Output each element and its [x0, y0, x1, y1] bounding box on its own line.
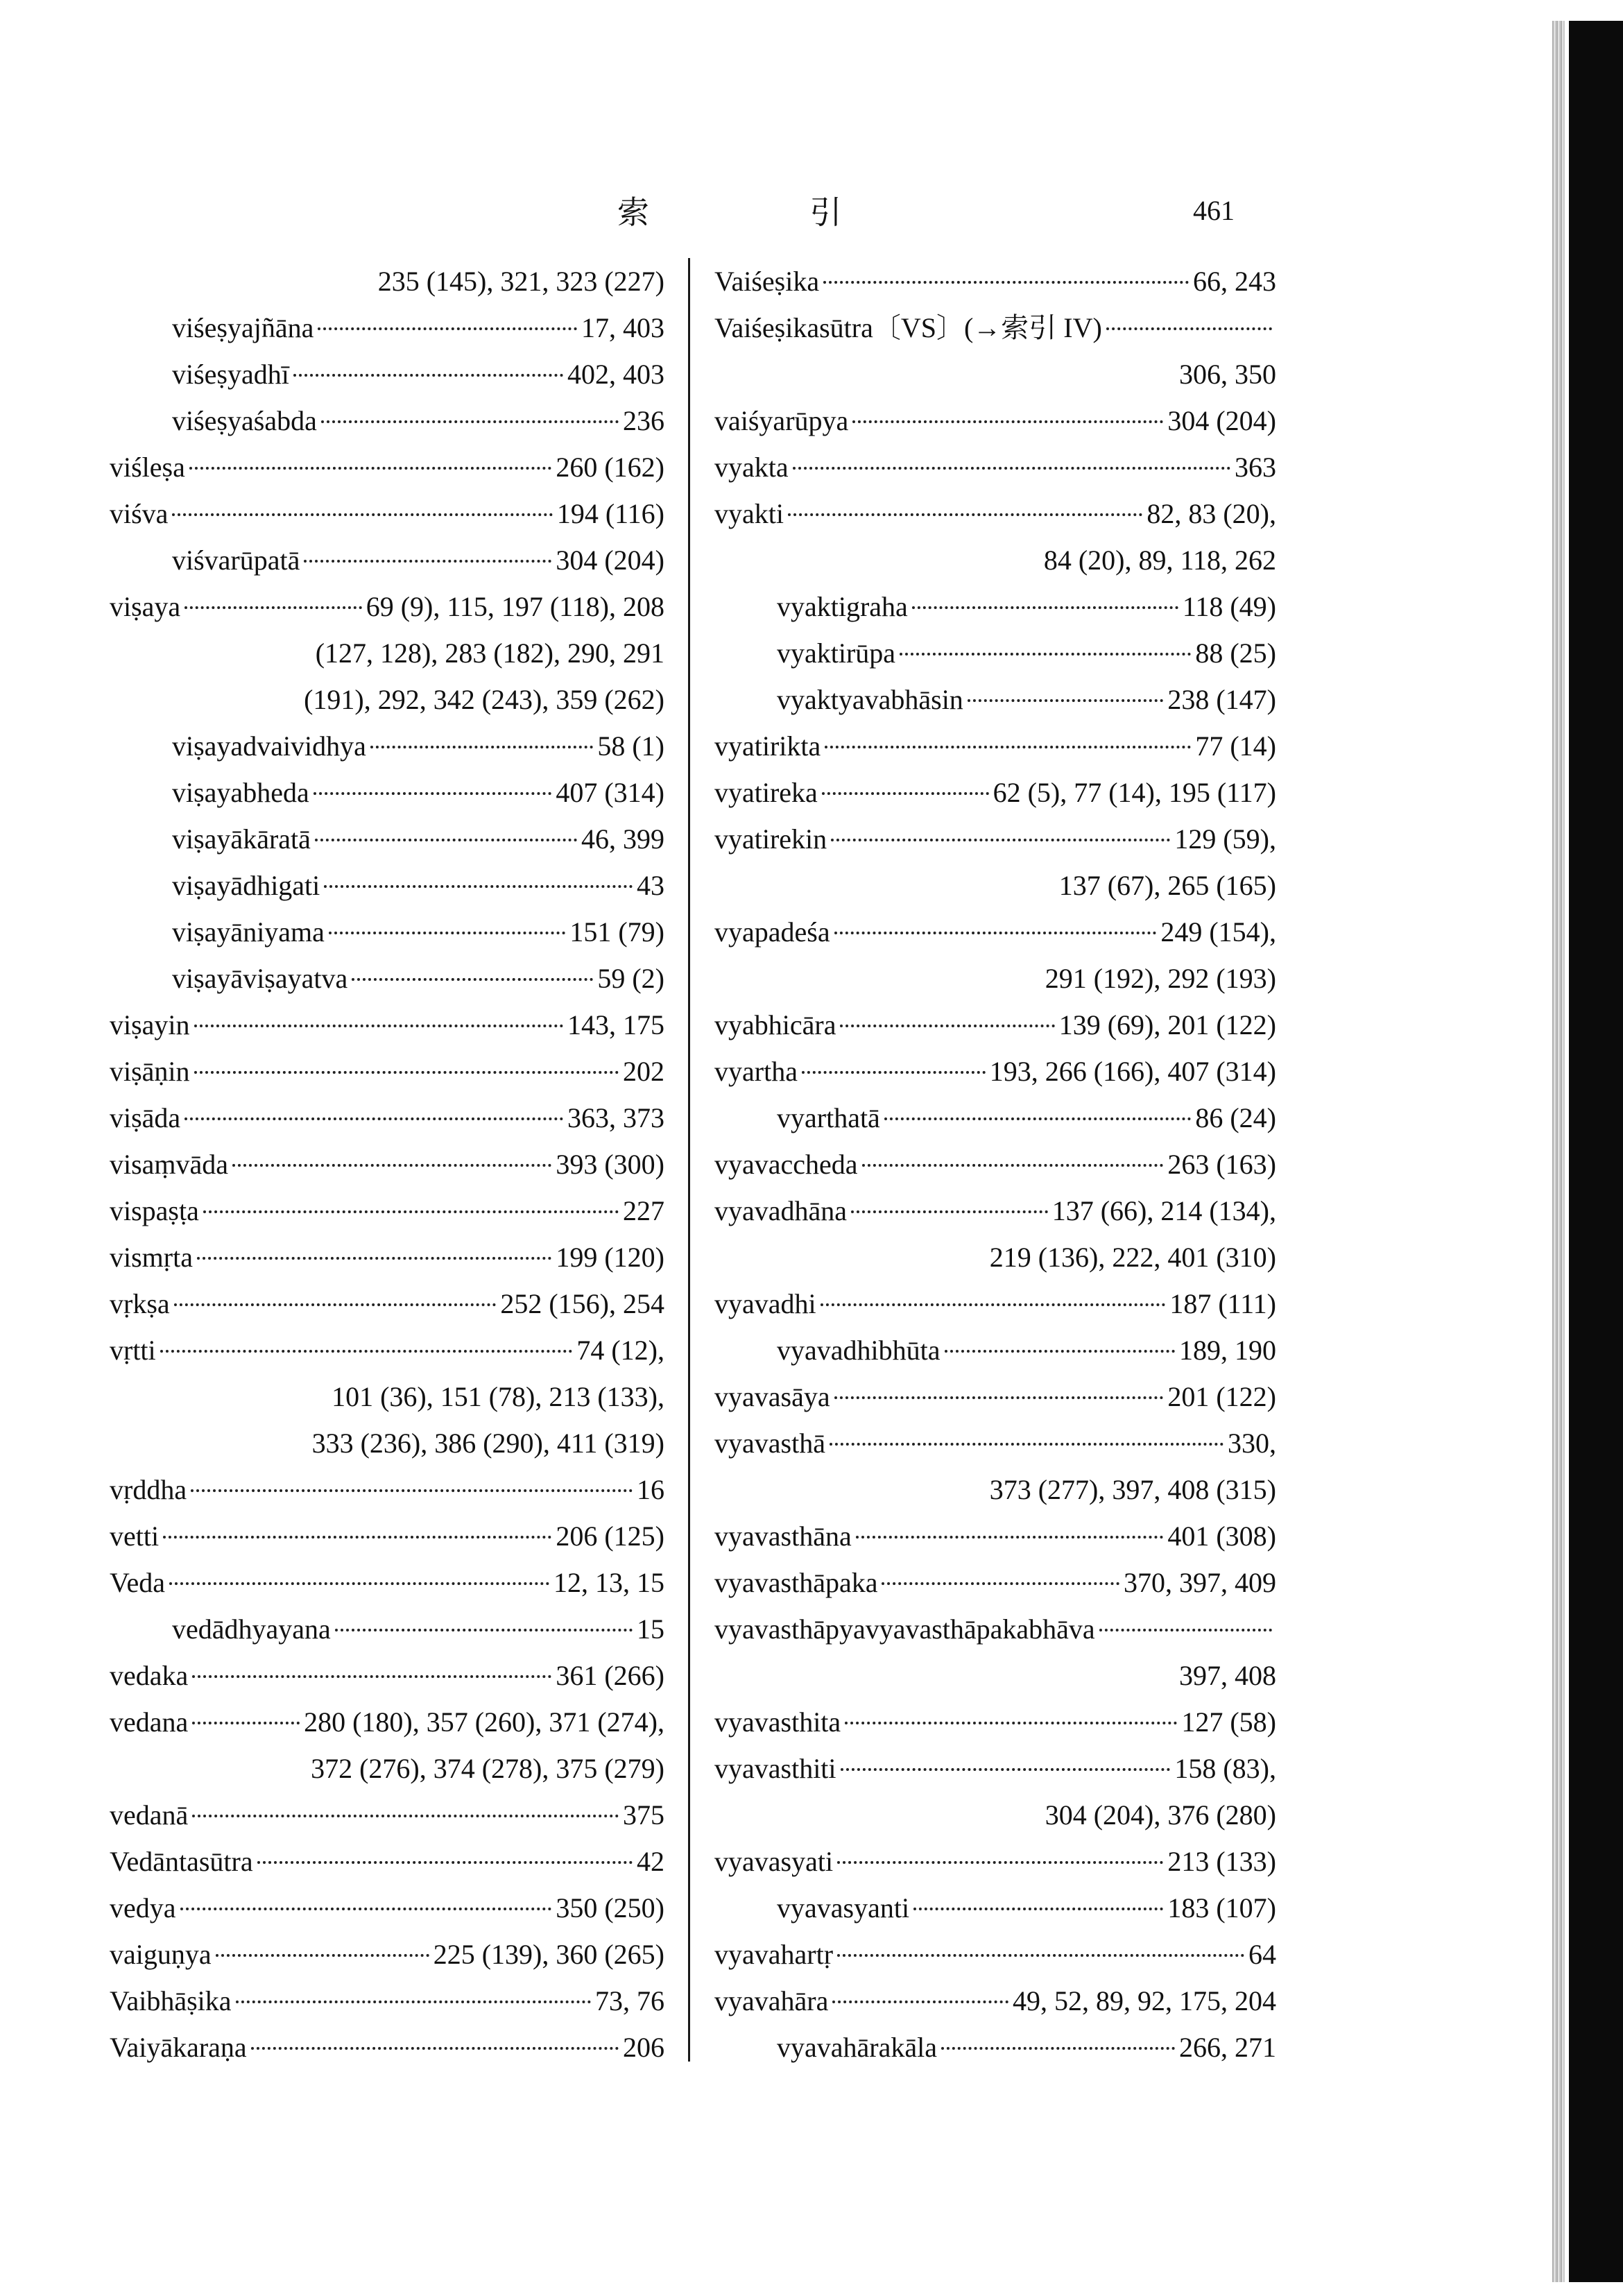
- index-page-refs: 42: [637, 1846, 664, 1877]
- dot-leader: [837, 1954, 1244, 1957]
- index-entry-continuation: [714, 1234, 1276, 1280]
- index-term: vyavasāya: [714, 1381, 830, 1412]
- index-page-refs: 372 (276), 374 (278), 375 (279): [311, 1753, 664, 1784]
- index-page-refs: 225 (139), 360 (265): [433, 1939, 664, 1970]
- dot-leader: [913, 1908, 1163, 1910]
- index-page-refs: 266, 271: [1179, 2032, 1276, 2063]
- index-entry: [714, 490, 1276, 537]
- index-term: vyatireka: [714, 777, 818, 808]
- index-term: vyavadhāna: [714, 1195, 848, 1226]
- index-term: vetti: [110, 1520, 160, 1552]
- index-entry: [110, 1652, 664, 1699]
- index-subentry: [714, 2024, 1276, 2071]
- index-term: vismṛta: [110, 1242, 193, 1273]
- index-term: vyaktigraha: [777, 591, 908, 622]
- index-term: vedana: [110, 1706, 189, 1738]
- index-page-refs: 66, 243: [1193, 266, 1276, 297]
- index-page-refs: 236: [623, 405, 664, 436]
- index-term: viṣayabheda: [172, 777, 309, 808]
- page-number: 461: [1193, 195, 1235, 226]
- index-page-refs: 206: [623, 2032, 664, 2063]
- index-page-refs: 69 (9), 115, 197 (118), 208: [366, 591, 664, 622]
- index-term: viśeṣyadhī: [172, 359, 289, 390]
- dot-leader: [318, 327, 577, 330]
- index-subentry: [110, 537, 664, 583]
- index-entry: [110, 1280, 664, 1327]
- index-page-refs: 137 (66), 214 (134),: [1051, 1195, 1276, 1226]
- dot-leader: [862, 1164, 1164, 1167]
- index-page-refs: 363: [1235, 452, 1276, 483]
- index-term: viśvarūpatā: [172, 545, 300, 576]
- index-page-refs: 77 (14): [1195, 730, 1276, 762]
- index-term: viṣayin: [110, 1009, 190, 1040]
- dot-leader: [831, 839, 1170, 841]
- index-term: viśva: [110, 498, 169, 529]
- index-page-refs: 139 (69), 201 (122): [1058, 1009, 1276, 1040]
- index-page-refs: 88 (25): [1195, 637, 1276, 669]
- index-entry: [714, 1280, 1276, 1327]
- index-subentry: [110, 909, 664, 955]
- index-entry-continuation: [714, 1792, 1276, 1838]
- index-entry-continuation: [110, 1745, 664, 1792]
- dot-leader: [236, 2001, 591, 2003]
- index-page-refs: 189, 190: [1179, 1335, 1276, 1366]
- index-term: vyavahārakāla: [777, 2032, 937, 2063]
- dot-leader: [821, 1303, 1166, 1306]
- index-page-refs: 370, 397, 409: [1124, 1567, 1276, 1598]
- index-page-refs: 127 (58): [1181, 1706, 1276, 1738]
- index-page-refs: 260 (162): [556, 452, 664, 483]
- dot-leader: [823, 281, 1189, 284]
- index-term: vispaṣṭa: [110, 1195, 199, 1226]
- dot-leader: [1106, 327, 1272, 330]
- dot-leader: [169, 1582, 549, 1585]
- index-entry: [110, 2024, 664, 2071]
- index-term: vyavahāra: [714, 1985, 829, 2016]
- scan-edge-bar: [1569, 21, 1623, 2282]
- index-entry: [714, 769, 1276, 816]
- index-page-refs: 227: [623, 1195, 664, 1226]
- dot-leader: [189, 467, 551, 470]
- index-page-refs: 393 (300): [556, 1149, 664, 1180]
- page-title: 索 引: [617, 195, 918, 230]
- index-entry: [714, 1373, 1276, 1420]
- index-entry-continuation: [714, 862, 1276, 909]
- dot-leader: [945, 1350, 1176, 1353]
- dot-leader: [856, 1536, 1164, 1539]
- index-term: vyavadhi: [714, 1288, 816, 1319]
- index-term: vaiśyarūpya: [714, 405, 849, 436]
- index-entry-continuation: [714, 955, 1276, 1002]
- dot-leader: [314, 792, 552, 795]
- index-entry-continuation: [714, 351, 1276, 397]
- dot-leader: [257, 1861, 633, 1864]
- index-entry-continuation: [714, 1466, 1276, 1513]
- index-page-refs: 375: [623, 1799, 664, 1831]
- index-page-refs: 291 (192), 292 (193): [1045, 963, 1276, 994]
- index-page-refs: 202: [623, 1056, 664, 1087]
- index-page-refs: 151 (79): [569, 916, 664, 948]
- index-term: vṛddha: [110, 1474, 187, 1505]
- index-entry: [714, 1559, 1276, 1606]
- dot-leader: [968, 699, 1164, 702]
- dot-leader: [232, 1164, 551, 1167]
- index-subentry: [110, 723, 664, 769]
- index-term: viśleṣa: [110, 452, 185, 483]
- index-subentry: [714, 583, 1276, 630]
- index-entry: [110, 1002, 664, 1048]
- dot-leader: [834, 932, 1157, 934]
- index-term: vyatirikta: [714, 730, 821, 762]
- index-entry-continuation: [110, 630, 664, 676]
- index-entry: [714, 723, 1276, 769]
- index-term: vyavasthiti: [714, 1753, 836, 1784]
- index-page-refs: 304 (204), 376 (280): [1045, 1799, 1276, 1831]
- index-entry: [110, 1559, 664, 1606]
- index-entry: [714, 1978, 1276, 2024]
- dot-leader: [315, 839, 577, 841]
- index-term: viṣaya: [110, 591, 181, 622]
- index-page-refs: 350 (250): [556, 1892, 664, 1924]
- index-term: vyapadeśa: [714, 916, 830, 948]
- dot-leader: [304, 560, 551, 563]
- index-page-refs: 86 (24): [1195, 1102, 1276, 1133]
- index-page-refs: 84 (20), 89, 118, 262: [1043, 545, 1276, 576]
- index-page-refs: 12, 13, 15: [553, 1567, 664, 1598]
- index-term: vṛtti: [110, 1335, 156, 1366]
- index-term: vedya: [110, 1892, 176, 1924]
- index-subentry: [714, 676, 1276, 723]
- index-entry: [714, 1513, 1276, 1559]
- index-term: vyavasthāna: [714, 1520, 852, 1552]
- index-entry: [110, 1838, 664, 1885]
- index-page-refs: 194 (116): [556, 498, 664, 529]
- dot-leader: [852, 420, 1163, 423]
- index-subentry: [714, 1327, 1276, 1373]
- index-entry: [110, 1327, 664, 1373]
- index-term: vyatirekin: [714, 823, 827, 855]
- dot-leader: [197, 1257, 551, 1260]
- dot-leader: [184, 606, 362, 609]
- index-term: vṛkṣa: [110, 1288, 170, 1319]
- dot-leader: [841, 1768, 1171, 1771]
- index-subentry: [110, 351, 664, 397]
- index-subentry: [110, 816, 664, 862]
- index-page-refs: 17, 403: [581, 312, 664, 343]
- index-page-refs: 82, 83 (20),: [1147, 498, 1276, 529]
- dot-leader: [191, 1489, 633, 1492]
- index-entry-continuation: [110, 258, 664, 305]
- dot-leader: [194, 1025, 563, 1027]
- index-page-refs: 397, 408: [1179, 1660, 1276, 1691]
- index-page-refs: 199 (120): [556, 1242, 664, 1273]
- index-entry-continuation: [110, 1420, 664, 1466]
- index-page-refs: 402, 403: [567, 359, 664, 390]
- index-entry: [110, 1234, 664, 1280]
- index-entry-continuation: [714, 1652, 1276, 1699]
- index-term: vyavasthita: [714, 1706, 841, 1738]
- index-term: vyavasthāpyavyavasthāpakabhāva: [714, 1613, 1095, 1645]
- index-entry: [714, 444, 1276, 490]
- index-term: visaṃvāda: [110, 1149, 229, 1180]
- dot-leader: [832, 2001, 1008, 2003]
- index-page-refs: 49, 52, 89, 92, 175, 204: [1013, 1985, 1276, 2016]
- index-subentry: [714, 1095, 1276, 1141]
- index-page-refs: 361 (266): [556, 1660, 664, 1691]
- index-entry: [110, 1095, 664, 1141]
- dot-leader: [329, 932, 565, 934]
- index-entry: [110, 1188, 664, 1234]
- index-page-refs: 137 (67), 265 (165): [1058, 870, 1276, 901]
- index-subentry: [110, 1606, 664, 1652]
- index-entry: [714, 1188, 1276, 1234]
- index-page-refs: 306, 350: [1179, 359, 1276, 390]
- index-subentry: [110, 769, 664, 816]
- index-term: vyabhicāra: [714, 1009, 836, 1040]
- index-page-refs: 183 (107): [1167, 1892, 1276, 1924]
- dot-leader: [251, 2047, 619, 2050]
- index-page-refs: 129 (59),: [1174, 823, 1276, 855]
- column-divider: [688, 258, 690, 2062]
- index-page-refs: 401 (308): [1167, 1520, 1276, 1552]
- index-entry: [110, 1885, 664, 1931]
- index-page-refs: 238 (147): [1167, 684, 1276, 715]
- dot-leader: [194, 1071, 619, 1074]
- index-entry: [714, 1699, 1276, 1745]
- dot-leader: [793, 467, 1230, 470]
- dot-leader: [840, 1025, 1054, 1027]
- index-page-refs: 193, 266 (166), 407 (314): [989, 1056, 1276, 1087]
- dot-leader: [216, 1954, 429, 1957]
- index-entry: [714, 1931, 1276, 1978]
- dot-leader: [163, 1536, 551, 1539]
- dot-leader: [184, 1117, 563, 1120]
- index-subentry: [714, 1885, 1276, 1931]
- dot-leader: [160, 1350, 573, 1353]
- index-page-refs: 187 (111): [1169, 1288, 1276, 1319]
- index-term: Veda: [110, 1567, 165, 1598]
- index-term: vaiguṇya: [110, 1939, 212, 1970]
- index-term: vyaktirūpa: [777, 637, 896, 669]
- index-entry-continuation: [110, 676, 664, 723]
- index-term: viṣāda: [110, 1102, 181, 1133]
- index-term: vyavaccheda: [714, 1149, 858, 1180]
- index-entry: [714, 1002, 1276, 1048]
- dot-leader: [941, 2047, 1175, 2050]
- index-term: viṣayāniyama: [172, 916, 325, 948]
- index-subentry: [110, 397, 664, 444]
- dot-leader: [788, 513, 1142, 516]
- index-subentry: [714, 630, 1276, 676]
- index-entry: [714, 816, 1276, 862]
- index-term: Vedāntasūtra: [110, 1846, 253, 1877]
- index-page-refs: 62 (5), 77 (14), 195 (117): [993, 777, 1276, 808]
- index-page-refs: 407 (314): [556, 777, 664, 808]
- dot-leader: [830, 1443, 1223, 1446]
- index-term: vyavasthā: [714, 1428, 825, 1459]
- dot-leader: [321, 420, 619, 423]
- index-page-refs: 206 (125): [556, 1520, 664, 1552]
- dot-leader: [180, 1908, 552, 1910]
- index-subentry: [110, 862, 664, 909]
- index-page-refs: 330,: [1228, 1428, 1276, 1459]
- dot-leader: [172, 513, 552, 516]
- index-page-refs: 46, 399: [581, 823, 664, 855]
- scan-edge-shadow: [1552, 21, 1565, 2282]
- index-term: vedaka: [110, 1660, 189, 1691]
- index-page-refs: 158 (83),: [1174, 1753, 1276, 1784]
- dot-leader: [845, 1722, 1177, 1724]
- index-term: vyaktyavabhāsin: [777, 684, 963, 715]
- index-term: viṣayadvaividhya: [172, 730, 366, 762]
- index-term: Vaiśeṣika: [714, 266, 820, 297]
- index-page-refs: 58 (1): [597, 730, 664, 762]
- index-page-refs: 118 (49): [1182, 591, 1276, 622]
- dot-leader: [324, 885, 633, 888]
- index-page-refs: 143, 175: [567, 1009, 664, 1040]
- index-subentry: [110, 305, 664, 351]
- index-page-refs: 73, 76: [595, 1985, 664, 2016]
- index-entry: [714, 1606, 1276, 1652]
- index-page-refs: 64: [1248, 1939, 1276, 1970]
- index-entry: [714, 909, 1276, 955]
- index-entry: [714, 1745, 1276, 1792]
- index-page-refs: 15: [637, 1613, 664, 1645]
- dot-leader: [825, 746, 1191, 748]
- index-entry: [110, 1141, 664, 1188]
- index-term: viśeṣyajñāna: [172, 312, 314, 343]
- index-entry: [714, 1048, 1276, 1095]
- index-term: Vaiyākaraṇa: [110, 2032, 247, 2063]
- index-entry: [110, 1792, 664, 1838]
- index-page-refs: 201 (122): [1167, 1381, 1276, 1412]
- index-entry: [110, 1466, 664, 1513]
- dot-leader: [192, 1815, 619, 1817]
- index-term: vyavahartṛ: [714, 1939, 834, 1970]
- dot-leader: [822, 792, 989, 795]
- index-column-right: [714, 258, 1276, 2071]
- index-entry: [110, 1048, 664, 1095]
- dot-leader: [203, 1210, 619, 1213]
- index-page-refs: 373 (277), 397, 408 (315): [989, 1474, 1276, 1505]
- index-page-refs: 16: [637, 1474, 664, 1505]
- dot-leader: [1099, 1629, 1272, 1631]
- index-term: vyavadhibhūta: [777, 1335, 941, 1366]
- index-entry-continuation: [714, 537, 1276, 583]
- index-term: Vaiśeṣikasūtra〔VS〕(→索引 IV): [714, 312, 1102, 343]
- dot-leader: [834, 1396, 1164, 1399]
- index-page-refs: 101 (36), 151 (78), 213 (133),: [332, 1381, 664, 1412]
- index-page-refs: 59 (2): [597, 963, 664, 994]
- index-page-refs: 43: [637, 870, 664, 901]
- index-entry: [714, 1838, 1276, 1885]
- index-entry: [110, 1513, 664, 1559]
- index-entry: [110, 583, 664, 630]
- index-page-refs: 74 (12),: [576, 1335, 664, 1366]
- index-term: vyakta: [714, 452, 789, 483]
- index-term: viśeṣyaśabda: [172, 405, 317, 436]
- index-entry: [110, 1978, 664, 2024]
- index-entry: [110, 444, 664, 490]
- dot-leader: [882, 1582, 1119, 1585]
- index-page-refs: 235 (145), 321, 323 (227): [377, 266, 664, 297]
- index-term: vyarthatā: [777, 1102, 880, 1133]
- index-column-left: [110, 258, 664, 2071]
- dot-leader: [335, 1629, 633, 1631]
- dot-leader: [293, 374, 563, 377]
- dot-leader: [912, 606, 1178, 609]
- index-term: vyavasthāpaka: [714, 1567, 878, 1598]
- dot-leader: [884, 1117, 1192, 1120]
- index-term: viṣayādhigati: [172, 870, 320, 901]
- index-subentry: [110, 955, 664, 1002]
- index-page-refs: 263 (163): [1167, 1149, 1276, 1180]
- index-page-refs: 249 (154),: [1160, 916, 1276, 948]
- index-page-refs: 304 (204): [1167, 405, 1276, 436]
- dot-leader: [370, 746, 593, 748]
- index-page-refs: (191), 292, 342 (243), 359 (262): [304, 684, 664, 715]
- index-page-refs: 333 (236), 386 (290), 411 (319): [311, 1428, 664, 1459]
- index-entry: [110, 490, 664, 537]
- index-page-refs: 219 (136), 222, 401 (310): [989, 1242, 1276, 1273]
- index-entry: [714, 397, 1276, 444]
- index-term: viṣayāviṣayatva: [172, 963, 348, 994]
- dot-leader: [352, 978, 593, 981]
- index-term: Vaibhāṣika: [110, 1985, 232, 2016]
- index-page-refs: (127, 128), 283 (182), 290, 291: [315, 637, 664, 669]
- index-page-refs: 252 (156), 254: [500, 1288, 664, 1319]
- dot-leader: [192, 1722, 300, 1724]
- dot-leader: [837, 1861, 1163, 1864]
- index-page-refs: 280 (180), 357 (260), 371 (274),: [304, 1706, 664, 1738]
- index-entry: [714, 305, 1276, 351]
- dot-leader: [851, 1210, 1048, 1213]
- dot-leader: [802, 1071, 986, 1074]
- index-term: vedanā: [110, 1799, 189, 1831]
- index-entry: [714, 1420, 1276, 1466]
- index-entry: [714, 1141, 1276, 1188]
- index-entry: [714, 258, 1276, 305]
- index-entry: [110, 1931, 664, 1978]
- index-entry-continuation: [110, 1373, 664, 1420]
- dot-leader: [174, 1303, 497, 1306]
- index-term: vyavasyati: [714, 1846, 834, 1877]
- index-page-refs: 213 (133): [1167, 1846, 1276, 1877]
- index-term: vyakti: [714, 498, 784, 529]
- index-page-refs: 363, 373: [567, 1102, 664, 1133]
- dot-leader: [192, 1675, 551, 1678]
- index-term: vyartha: [714, 1056, 798, 1087]
- index-entry: [110, 1699, 664, 1745]
- index-page-refs: 304 (204): [556, 545, 664, 576]
- index-term: viṣāṇin: [110, 1056, 190, 1087]
- dot-leader: [900, 653, 1191, 656]
- index-term: viṣayākāratā: [172, 823, 311, 855]
- index-term: vyavasyanti: [777, 1892, 910, 1924]
- index-term: vedādhyayana: [172, 1613, 331, 1645]
